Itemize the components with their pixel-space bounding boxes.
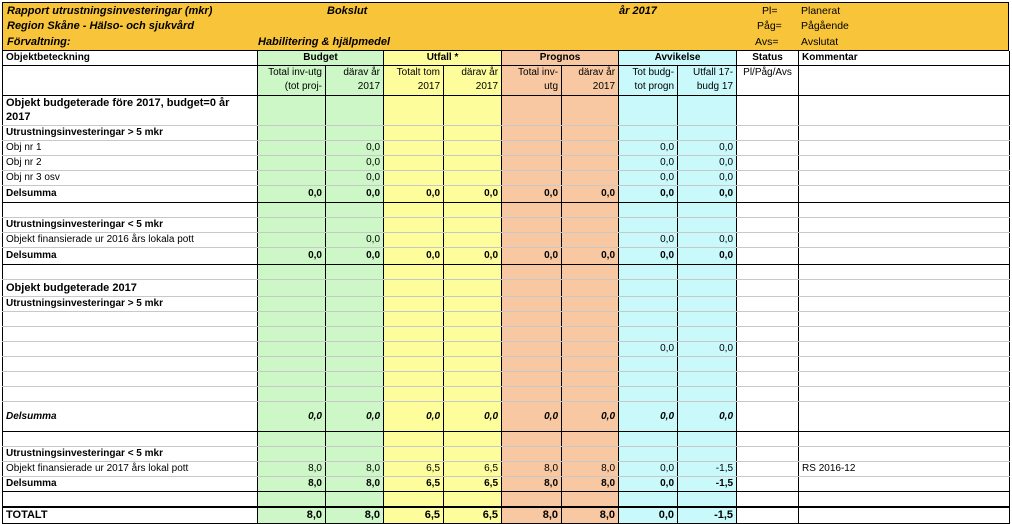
cell-value: 0,0 bbox=[619, 141, 678, 156]
comment-cell: RS 2016-12 bbox=[799, 462, 1010, 477]
subsection-label: Utrustningsinvesteringar > 5 mkr bbox=[3, 126, 258, 141]
table-row bbox=[3, 171, 1010, 186]
row-label: Obj nr 1 bbox=[3, 141, 258, 156]
subsection-row bbox=[3, 126, 1010, 141]
col-budget-total: Total inv-utg (tot proj- bbox=[258, 66, 326, 96]
col-prognos-total: Total inv-utg bbox=[502, 66, 562, 96]
row-label: Obj nr 3 osv bbox=[3, 171, 258, 186]
investment-table bbox=[2, 51, 1010, 524]
col-objekt: Objektbeteckning bbox=[3, 51, 258, 66]
bokslut-label: Bokslut bbox=[327, 5, 368, 17]
section-title: Objekt budgeterade 2017 bbox=[3, 280, 258, 297]
table-row: Objekt finansierade ur 2017 års lokal pott 8,0 8,0 6,5 6,5 8,0 8,0 0,0 -1,5 RS 2016-12 bbox=[3, 462, 1010, 477]
report-header bbox=[2, 2, 1009, 51]
col-utfall-darav: därav år 2017 bbox=[444, 66, 502, 96]
cell-value: 0,0 bbox=[678, 171, 737, 186]
cell-value: 0,0 bbox=[619, 171, 678, 186]
table-row: 0,0 0,0 bbox=[3, 342, 1010, 357]
col-group-budget: Budget bbox=[258, 51, 384, 66]
col-group-status: Status bbox=[737, 51, 799, 66]
spreadsheet-report bbox=[2, 2, 1009, 524]
forvaltning-label: Förvaltning: bbox=[7, 36, 71, 48]
subsection-label: Utrustningsinvesteringar < 5 mkr bbox=[3, 447, 258, 462]
legend-text-pl: Planerat bbox=[801, 5, 841, 17]
subtotal-row: Delsumma 0,0 0,0 0,0 0,0 0,0 0,0 0,0 0,0 bbox=[3, 402, 1010, 432]
year-label: år 2017 bbox=[619, 5, 657, 17]
col-avv-tot: Tot budg-tot progn bbox=[619, 66, 678, 96]
section-title-row bbox=[3, 96, 1010, 126]
col-budget-darav: därav år 2017 bbox=[326, 66, 384, 96]
row-label: Obj nr 2 bbox=[3, 156, 258, 171]
row-label: Delsumma bbox=[3, 248, 258, 265]
section-title-row bbox=[3, 280, 1010, 297]
legend-code-pl: Pl= bbox=[762, 5, 778, 17]
subsection-row bbox=[3, 447, 1010, 462]
legend-text-pag: Pågående bbox=[801, 20, 849, 32]
col-group-prognos: Prognos bbox=[502, 51, 619, 66]
table-row bbox=[3, 156, 1010, 171]
report-title: Rapport utrustningsinvesteringar (mkr) bbox=[7, 5, 213, 17]
subsection-row bbox=[3, 218, 1010, 233]
row-label: Delsumma bbox=[3, 186, 258, 203]
col-avv-utfall: Utfall 17-budg 17 bbox=[678, 66, 737, 96]
cell-value: 0,0 bbox=[326, 141, 384, 156]
section-title: Objekt budgeterade före 2017, budget=0 år 2017 bbox=[3, 96, 258, 126]
col-prognos-darav: därav år 2017 bbox=[562, 66, 619, 96]
subsection-label: Utrustningsinvesteringar > 5 mkr bbox=[3, 297, 258, 312]
cell-value: 0,0 bbox=[678, 156, 737, 171]
header-row-sub bbox=[3, 66, 1010, 96]
col-status: Pl/Påg/Avs bbox=[737, 66, 799, 96]
forvaltning-name: Habilitering & hjälpmedel bbox=[258, 36, 391, 48]
col-utfall-total: Totalt tom 2017 bbox=[384, 66, 444, 96]
cell-value: 0,0 bbox=[619, 156, 678, 171]
row-label: Objekt finansierade ur 2016 års lokala pott bbox=[3, 233, 258, 248]
subtotal-row: Delsumma 0,0 0,0 0,0 0,0 0,0 0,0 0,0 0,0 bbox=[3, 248, 1010, 265]
subsection-label: Utrustningsinvesteringar < 5 mkr bbox=[3, 218, 258, 233]
row-label: Delsumma bbox=[3, 477, 258, 492]
subtotal-row: Delsumma 0,0 0,0 0,0 0,0 0,0 0,0 0,0 0,0 bbox=[3, 186, 1010, 203]
cell-value: 0,0 bbox=[678, 141, 737, 156]
row-label: Objekt finansierade ur 2017 års lokal pott bbox=[3, 462, 258, 477]
cell-value: 0,0 bbox=[326, 156, 384, 171]
table-row: Objekt finansierade ur 2016 års lokala pott 0,0 0,0 0,0 bbox=[3, 233, 1010, 248]
table-row bbox=[3, 141, 1010, 156]
subsection-row bbox=[3, 297, 1010, 312]
legend-code-pag: Påg= bbox=[757, 20, 782, 32]
total-label: TOTALT bbox=[3, 507, 258, 524]
header-row-groups bbox=[3, 51, 1010, 66]
legend-code-avs: Avs= bbox=[755, 36, 779, 48]
col-group-avvikelse: Avvikelse bbox=[619, 51, 737, 66]
col-group-kommentar: Kommentar bbox=[799, 51, 1010, 66]
legend-text-avs: Avslutat bbox=[801, 36, 839, 48]
row-label: Delsumma bbox=[3, 402, 258, 432]
total-row: TOTALT 8,0 8,0 6,5 6,5 8,0 8,0 0,0 -1,5 bbox=[3, 507, 1010, 524]
subtotal-row: Delsumma 8,0 8,0 6,5 6,5 8,0 8,0 0,0 -1,5 bbox=[3, 477, 1010, 492]
cell-value: 0,0 bbox=[326, 171, 384, 186]
col-group-utfall: Utfall * bbox=[384, 51, 502, 66]
report-region: Region Skåne - Hälso- och sjukvård bbox=[7, 20, 195, 32]
